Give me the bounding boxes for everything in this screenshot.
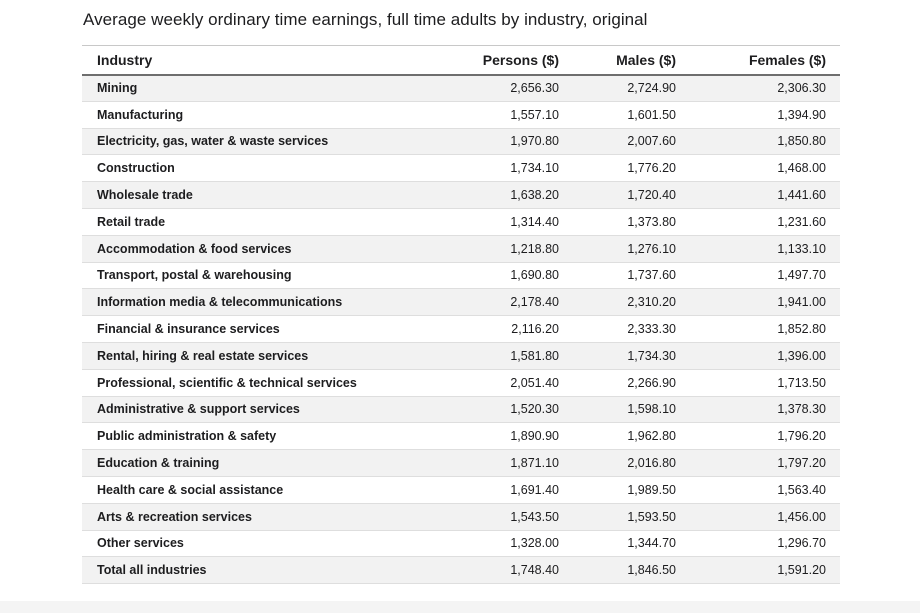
cell-males: 1,373.80 [573,208,690,235]
table-row [82,262,840,289]
cell-females: 1,441.60 [690,182,840,209]
cell-females: 1,394.90 [690,101,840,128]
cell-industry: Administrative & support services [82,396,482,423]
table-row [82,503,840,530]
cell-females: 1,850.80 [690,128,840,155]
cell-males: 1,601.50 [573,101,690,128]
cell-males: 1,344.70 [573,530,690,557]
cell-males: 1,962.80 [573,423,690,450]
cell-females: 2,306.30 [690,75,840,102]
table-row [82,155,840,182]
table-row [82,316,840,343]
cell-females: 1,941.00 [690,289,840,316]
cell-females: 1,797.20 [690,450,840,477]
table-row [82,235,840,262]
cell-persons: 1,638.20 [482,182,573,209]
table-row [82,128,840,155]
table-row [82,557,840,584]
cell-persons: 1,734.10 [482,155,573,182]
cell-males: 1,720.40 [573,182,690,209]
cell-persons: 1,557.10 [482,101,573,128]
table-header [82,46,840,75]
column-header-males: Males ($) [573,46,690,75]
cell-persons: 1,691.40 [482,476,573,503]
cell-industry: Construction [82,155,482,182]
cell-males: 2,266.90 [573,369,690,396]
cell-persons: 1,314.40 [482,208,573,235]
table-row [82,289,840,316]
header-row [82,46,840,75]
cell-females: 1,231.60 [690,208,840,235]
cell-females: 1,378.30 [690,396,840,423]
cell-industry: Total all industries [82,557,482,584]
column-header-industry: Industry [82,46,482,75]
cell-males: 2,016.80 [573,450,690,477]
cell-males: 2,724.90 [573,75,690,102]
cell-industry: Health care & social assistance [82,476,482,503]
cell-persons: 2,051.40 [482,369,573,396]
cell-persons: 2,178.40 [482,289,573,316]
cell-industry: Professional, scientific & technical services [82,369,482,396]
table-row [82,450,840,477]
cell-males: 1,593.50 [573,503,690,530]
cell-females: 1,396.00 [690,342,840,369]
cell-persons: 1,690.80 [482,262,573,289]
cell-industry: Other services [82,530,482,557]
bottom-band [0,601,920,613]
cell-persons: 1,543.50 [482,503,573,530]
cell-males: 2,333.30 [573,316,690,343]
cell-males: 1,846.50 [573,557,690,584]
cell-industry: Education & training [82,450,482,477]
table-body [82,75,840,584]
cell-industry: Arts & recreation services [82,503,482,530]
cell-industry: Transport, postal & warehousing [82,262,482,289]
cell-males: 1,776.20 [573,155,690,182]
cell-females: 1,456.00 [690,503,840,530]
cell-industry: Public administration & safety [82,423,482,450]
cell-females: 1,468.00 [690,155,840,182]
cell-males: 2,007.60 [573,128,690,155]
cell-persons: 1,218.80 [482,235,573,262]
cell-persons: 1,890.90 [482,423,573,450]
cell-females: 1,796.20 [690,423,840,450]
cell-persons: 1,970.80 [482,128,573,155]
cell-persons: 1,520.30 [482,396,573,423]
cell-females: 1,852.80 [690,316,840,343]
earnings-table [82,45,840,584]
table-row [82,476,840,503]
cell-persons: 1,328.00 [482,530,573,557]
cell-males: 1,734.30 [573,342,690,369]
table-row [82,208,840,235]
table-row [82,530,840,557]
column-header-persons: Persons ($) [482,46,573,75]
table-row [82,101,840,128]
cell-persons: 1,581.80 [482,342,573,369]
cell-industry: Rental, hiring & real estate services [82,342,482,369]
cell-industry: Mining [82,75,482,102]
cell-females: 1,497.70 [690,262,840,289]
cell-males: 2,310.20 [573,289,690,316]
column-header-females: Females ($) [690,46,840,75]
table-row [82,369,840,396]
cell-industry: Retail trade [82,208,482,235]
table-row [82,396,840,423]
cell-males: 1,276.10 [573,235,690,262]
cell-females: 1,296.70 [690,530,840,557]
cell-industry: Manufacturing [82,101,482,128]
page-title: Average weekly ordinary time earnings, full time adults by industry, original [83,10,648,29]
cell-females: 1,591.20 [690,557,840,584]
cell-females: 1,563.40 [690,476,840,503]
cell-industry: Wholesale trade [82,182,482,209]
table-row [82,342,840,369]
cell-industry: Information media & telecommunications [82,289,482,316]
cell-persons: 2,116.20 [482,316,573,343]
cell-males: 1,737.60 [573,262,690,289]
cell-persons: 1,871.10 [482,450,573,477]
table-row [82,182,840,209]
cell-females: 1,133.10 [690,235,840,262]
cell-persons: 2,656.30 [482,75,573,102]
cell-males: 1,598.10 [573,396,690,423]
cell-persons: 1,748.40 [482,557,573,584]
cell-industry: Financial & insurance services [82,316,482,343]
table-row [82,75,840,102]
cell-industry: Electricity, gas, water & waste services [82,128,482,155]
cell-industry: Accommodation & food services [82,235,482,262]
cell-females: 1,713.50 [690,369,840,396]
cell-males: 1,989.50 [573,476,690,503]
table-row [82,423,840,450]
